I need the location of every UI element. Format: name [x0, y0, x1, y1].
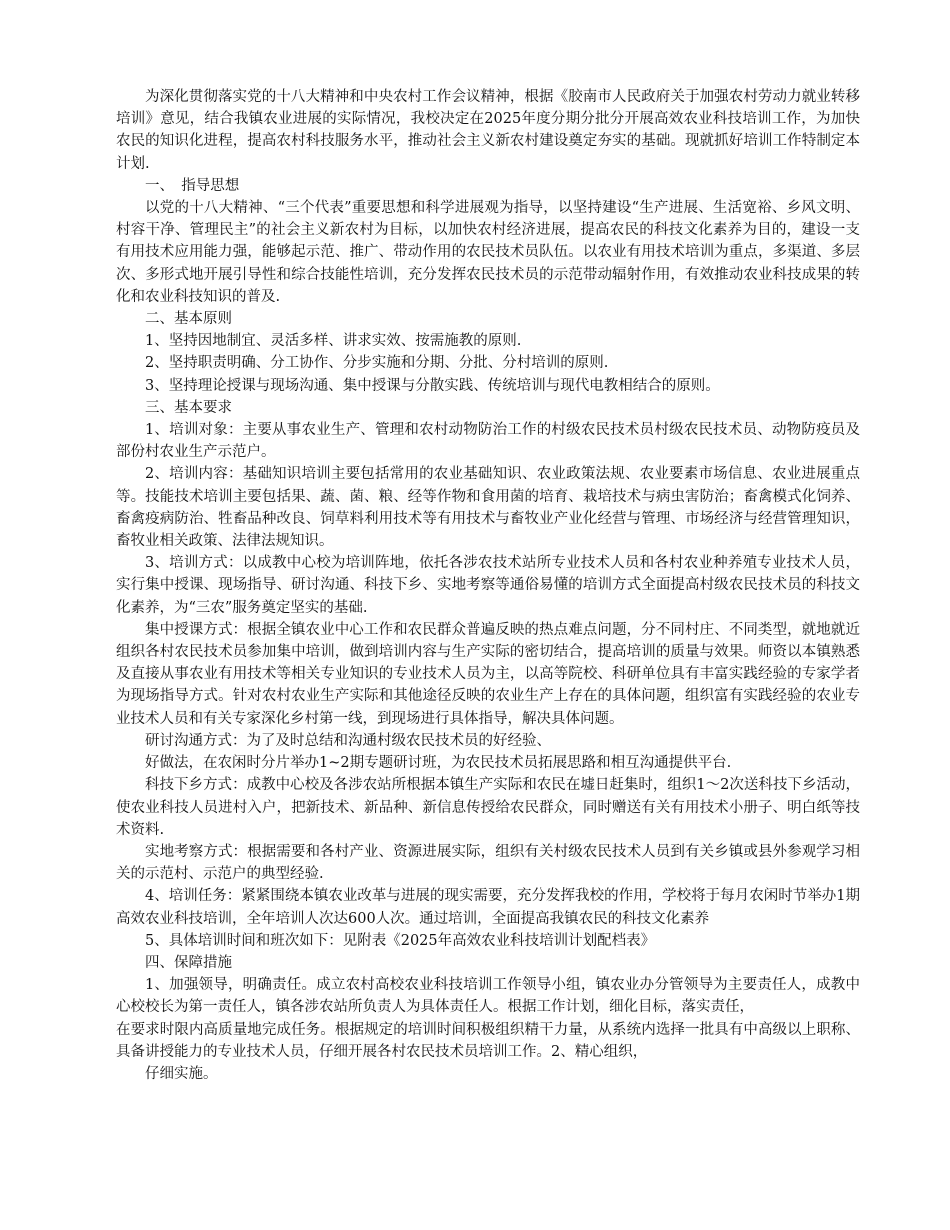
principle-item: 1、坚持因地制宜、灵活多样、讲求实效、按需施教的原则.: [145, 333, 522, 350]
requirement-item-content: 2、培训内容：基础知识培训主要包括常用的农业基础知识、农业政策法规、农业要素市场信息、农业进展重点等。技能技术培训主要包括果、蔬、菌、粮、经等作物和食用菌的培育、栽培技术与病虫害防治；畜禽模式化饲养、畜禽疫病防治、牲畜品种改良、饲草料利用技术等有用技术与畜牧业产业化经营与管理、市场经济与经营管理知识，畜牧业相关政策、法律法规知识。: [116, 466, 860, 550]
requirement-item-method: 3、培训方式：以成教中心校为培训阵地，依托各涉农技术站所专业技术人员和各村农业种养殖专业技术人员，实行集中授课、现场指导、研讨沟通、科技下乡、实地考察等通俗易懂的培训方式全面提高村级农民技术员的科技文化素养，为“三农”服务奠定坚实的基础.: [116, 555, 860, 616]
principle-item: 3、坚持理论授课与现场沟通、集中授课与分散实践、传统培训与现代电教相结合的原则。: [145, 377, 720, 394]
guiding-ideology-paragraph: 以党的十八大精神、“三个代表”重要思想和科学进展观为指导，以坚持建设“生产进展、生活宽裕、乡风文明、村容干净、管理民主”的社会主义新农村为目标，以加快农村经济进展，提高农民的科技文化素养为目的，建设一支有用技术应用能力强，能够起示范、推广、带动作用的农民技术员队伍。以农业有用技术培训为重点，多渠道、多层次、多形式地开展引导性和综合技能性培训，充分发挥农民技术员的示范带动辐射作用，有效推动农业科技成果的转化和农业科技知识的普及.: [116, 200, 860, 305]
section-heading-guiding-ideology: 一、 指导思想: [145, 177, 240, 194]
requirement-item-schedule: 5、具体培训时间和班次如下：见附表《2025年高效农业科技培训计划配档表》: [145, 932, 656, 949]
requirement-item-trainees: 1、培训对象：主要从事农业生产、管理和农村动物防治工作的村级农民技术员村级农民技术员、动物防疫员及部份村农业生产示范户。: [116, 422, 860, 461]
safeguard-item-implementation: 仔细实施。: [145, 1065, 218, 1082]
requirement-item-tasks: 4、培训任务：紧紧围绕本镇农业改革与进展的现实需要，充分发挥我校的作用，学校将于每月农闲时节举办1期高效农业科技培训，全年培训人次达600人次。通过培训，全面提高我镇农民的科技文化素养: [116, 888, 860, 927]
principle-item: 2、坚持职责明确、分工协作、分步实施和分期、分批、分村培训的原则.: [145, 355, 609, 372]
method-seminar: 研讨沟通方式：为了及时总结和沟通村级农民技术员的好经验、: [145, 732, 551, 749]
intro-paragraph: 为深化贯彻落实党的十八大精神和中央农村工作会议精神，根据《胶南市人民政府关于加强农村劳动力就业转移培训》意见，结合我镇农业进展的实际情况，我校决定在2025年度分期分批分开展高效农业科技培训工作，为加快农民的知识化进程，提高农村科技服务水平，推动社会主义新农村建设奠定夯实的基础。现就抓好培训工作特制定本计划.: [116, 89, 860, 172]
method-seminar-continued: 好做法，在农闲时分片举办1~2期专题研讨班，为农民技术员拓展思路和相互沟通提供平台.: [145, 755, 732, 772]
method-field-visit: 实地考察方式：根据需要和各村产业、资源进展实际，组织有关村级农民技术人员到有关乡镇或县外参观学习相关的示范村、示范户的典型经验.: [116, 843, 860, 883]
method-tech-to-countryside: 科技下乡方式：成教中心校及各涉农站所根据本镇生产实际和农民在墟日赶集时，组织1～2次送科技下乡活动，使农业科技人员进村入户，把新技术、新品种、新信息传授给农民群众，同时赠送有关有用技术小册子、明白纸等技术资料.: [116, 777, 860, 838]
section-heading-basic-principles: 二、基本原则: [145, 311, 232, 328]
safeguard-item-leadership: 1、加强领导，明确责任。成立农村高校农业科技培训工作领导小组，镇农业办分管领导为主要责任人，成教中心校校长为第一责任人，镇各涉农站所负责人为具体责任人。根据工作计划，细化目标，落实责任，: [116, 977, 860, 1016]
method-centralized-teaching: 集中授课方式：根据全镇农业中心工作和农民群众普遍反映的热点难点问题，分不同村庄、不同类型，就地就近组织各村农民技术员参加集中培训，做到培训内容与生产实际的密切结合，提高培训的质量与效果。师资以本镇熟悉及直接从事农业有用技术等相关专业知识的专业技术人员为主，以高等院校、科研单位具有丰富实践经验的专家学者为现场指导方式。针对农村农业生产实际和其他途径反映的农业生产上存在的具体问题，组织富有实践经验的农业专业技术人员和有关专家深化乡村第一线，到现场进行具体指导，解决具体问题。: [116, 621, 860, 727]
section-heading-basic-requirements: 三、基本要求: [145, 399, 232, 416]
document-body: [116, 86, 860, 1085]
safeguard-item-leadership-continued: 在要求时限内高质量地完成任务。根据规定的培训时间积极组织精干力量，从系统内选择一批具有中高级以上职称、具备讲授能力的专业技术人员，仔细开展各村农民技术员培训工作。2、精心组织，: [116, 1021, 860, 1060]
section-heading-safeguards: 四、保障措施: [145, 954, 232, 971]
